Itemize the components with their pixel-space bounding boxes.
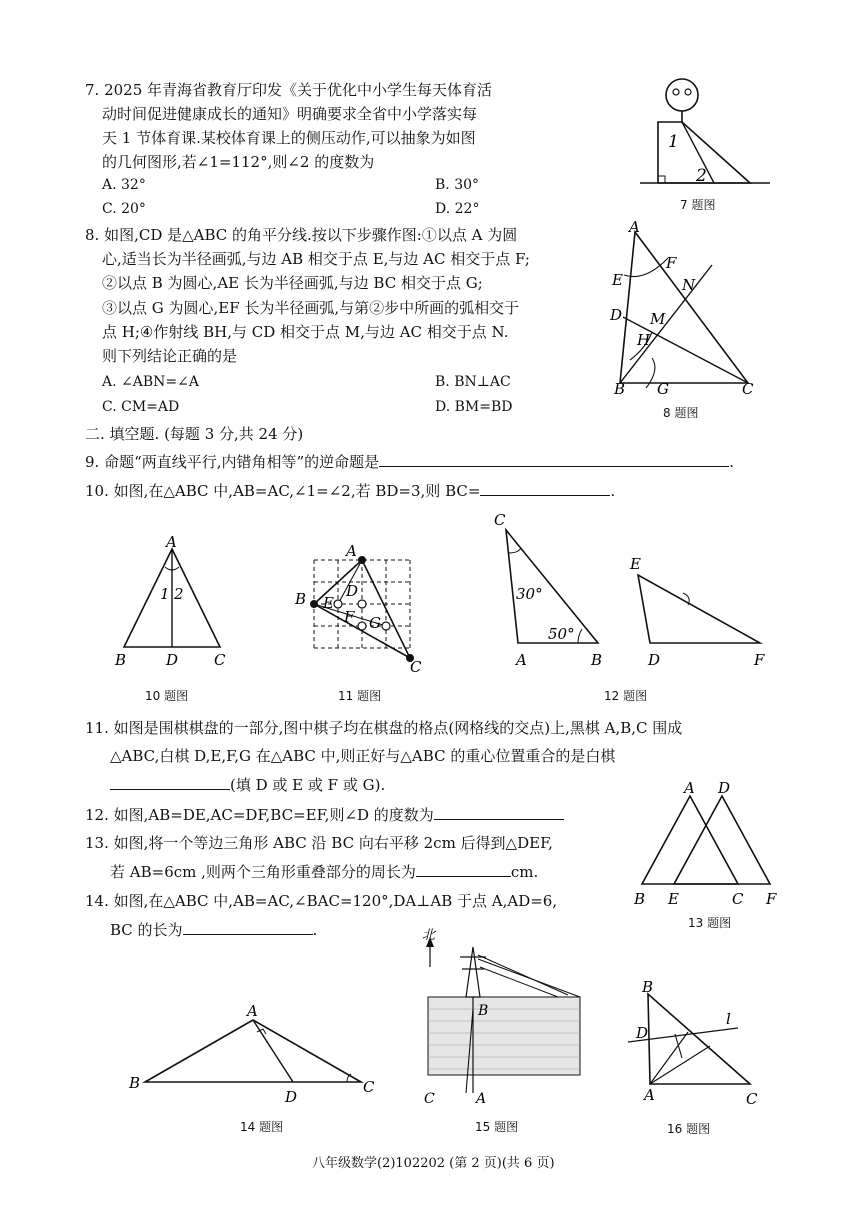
figure-13 — [630, 778, 790, 908]
fig16-label-d: D — [636, 1024, 649, 1042]
q13-answer-blank — [416, 862, 511, 877]
q11-line-2: △ABC,白棋 D,E,F,G 在△ABC 中,则正好与△ABC 的重心位置重合的是白棋 — [110, 747, 616, 765]
q8-option-a: A. ∠ABN=∠A — [102, 374, 199, 390]
fig8-label-e: E — [612, 271, 623, 289]
q8-option-b: B. BN⊥AC — [435, 374, 511, 390]
q10-answer-blank — [480, 481, 610, 496]
fig16-label-c: C — [746, 1090, 758, 1108]
q14-line-2: BC 的长为 . — [110, 921, 318, 939]
q13-line-1: 13. 如图,将一个等边三角形 ABC 沿 BC 向右平移 2cm 后得到△DEF, — [85, 834, 553, 852]
q7-option-d: D. 22° — [435, 201, 480, 217]
fig13-label-b: B — [634, 890, 646, 908]
fig8-label-h: H — [637, 331, 651, 349]
q8-line-5: 点 H;④作射线 BH,与 CD 相交于点 M,与边 AC 相交于点 N. — [102, 323, 509, 341]
q8-option-c: C. CM=AD — [102, 399, 180, 415]
q7-line-4: 的几何图形,若∠1=112°,则∠2 的度数为 — [102, 153, 375, 171]
fig8-label-d: D — [610, 306, 623, 324]
q13-unit: cm. — [510, 863, 539, 881]
q11-answer-blank — [110, 775, 230, 790]
q9-text: 9. 命题“两直线平行,内错角相等”的逆命题是 . — [85, 453, 734, 471]
q11-line-1: 11. 如图是围棋棋盘的一部分,图中棋子均在棋盘的格点(网格线的交点)上,黑棋 A,B,C 围成 — [85, 719, 683, 737]
figure-10 — [110, 535, 240, 675]
fig11-label-b: B — [295, 590, 307, 608]
fig12-label-c: C — [494, 511, 506, 529]
q7-line-2: 动时间促进健康成长的通知》明确要求全省中小学落实每 — [102, 105, 478, 123]
fig8-label-a: A — [629, 218, 640, 236]
fig8-label-c: C — [742, 380, 754, 398]
fig10-label-b: B — [115, 651, 127, 669]
fig12-label-d: D — [648, 651, 661, 669]
q8-line-1: 8. 如图,CD 是△ABC 的角平分线.按以下步骤作图:①以点 A 为圆 — [85, 226, 518, 244]
fig12-label-50: 50° — [548, 625, 575, 643]
fig12-label-b: B — [591, 651, 603, 669]
q7-option-a: A. 32° — [102, 177, 146, 193]
fig10-label-d: D — [166, 651, 179, 669]
q12-stem: 12. 如图,AB=DE,AC=DF,BC=EF,则∠D 的度数为 — [85, 806, 434, 824]
fig16-label-b: B — [642, 978, 654, 996]
fig16-caption: 16 题图 — [667, 1122, 711, 1136]
q12-answer-blank — [434, 805, 564, 820]
fig16-label-a: A — [644, 1086, 655, 1104]
fig14-label-d: D — [285, 1088, 298, 1106]
figure-16 — [620, 980, 770, 1110]
fig12-label-e: E — [630, 555, 641, 573]
fig8-label-f: F — [666, 254, 677, 272]
fig15-label-a: A — [476, 1091, 487, 1107]
q14-answer-blank — [183, 920, 313, 935]
fig15-caption: 15 题图 — [475, 1120, 519, 1134]
q9-stem: 9. 命题“两直线平行,内错角相等”的逆命题是 — [85, 453, 380, 471]
fig10-caption: 10 题图 — [145, 689, 189, 703]
q7-option-c: C. 20° — [102, 201, 146, 217]
fig15-label-b: B — [478, 1003, 489, 1019]
q7-line-1: 7. 2025 年青海省教育厅印发《关于优化中小学生每天体育活 — [85, 81, 493, 99]
figure-15 — [418, 925, 588, 1105]
q8-line-6: 则下列结论正确的是 — [102, 347, 238, 365]
fig8-label-b: B — [614, 380, 626, 398]
fig13-caption: 13 题图 — [688, 916, 732, 930]
fig10-label-c: C — [214, 651, 226, 669]
fig14-label-c: C — [363, 1078, 375, 1096]
q11-line-3 — [110, 775, 385, 795]
fig8-label-n: N — [682, 276, 696, 294]
figure-12 — [488, 505, 788, 675]
figure-7 — [630, 75, 770, 195]
q8-line-4: ③以点 G 为圆心,EF 长为半径画弧,与第②步中所画的弧相交于 — [102, 299, 520, 317]
q8-line-3: ②以点 B 为圆心,AE 长为半径画弧,与边 BC 相交于点 G; — [102, 274, 483, 292]
fig14-label-b: B — [129, 1074, 141, 1092]
fig11-label-e: E — [323, 594, 334, 612]
fig12-label-30: 30° — [516, 585, 543, 603]
q8-line-2: 心,适当长为半径画弧,与边 AB 相交于点 E,与边 AC 相交于点 F; — [102, 250, 530, 268]
section-2-heading: 二. 填空题. (每题 3 分,共 24 分) — [85, 425, 304, 443]
q14-line-1: 14. 如图,在△ABC 中,AB=AC,∠BAC=120°,DA⊥AB 于点 A,AD=6, — [85, 892, 558, 910]
fig13-label-d: D — [718, 779, 731, 797]
fig15-label-c: C — [424, 1091, 435, 1107]
fig11-caption: 11 题图 — [338, 689, 382, 703]
fig11-label-g: G — [369, 614, 381, 632]
fig10-label-2: 2 — [174, 585, 184, 603]
fig7-label-1: 1 — [668, 132, 679, 152]
figure-8 — [600, 220, 770, 400]
fig13-label-e: E — [668, 890, 679, 908]
fig14-caption: 14 题图 — [240, 1120, 284, 1134]
fig13-label-a: A — [684, 779, 695, 797]
fig7-caption: 7 题图 — [680, 198, 716, 212]
fig11-label-f: F — [344, 608, 355, 626]
fig10-label-a: A — [166, 533, 177, 551]
fig11-label-d: D — [346, 582, 359, 600]
q11-hint: (填 D 或 E 或 F 或 G). — [230, 776, 386, 794]
q8-option-d: D. BM=BD — [435, 399, 513, 415]
figure-14 — [125, 1000, 385, 1110]
fig12-label-a: A — [516, 651, 527, 669]
q13-stem: 若 AB=6cm ,则两个三角形重叠部分的周长为 — [110, 863, 416, 881]
fig8-label-g: G — [657, 380, 669, 398]
figure-11 — [290, 540, 430, 675]
q10-stem: 10. 如图,在△ABC 中,AB=AC,∠1=∠2,若 BD=3,则 BC= — [85, 482, 481, 500]
fig11-label-a: A — [346, 542, 357, 560]
fig13-label-f: F — [766, 890, 777, 908]
page-footer: 八年级数学(2)102202 (第 2 页)(共 6 页) — [312, 1156, 555, 1171]
fig11-label-c: C — [410, 658, 422, 676]
q7-option-b: B. 30° — [435, 177, 480, 193]
q9-answer-blank — [379, 452, 729, 467]
fig8-caption: 8 题图 — [663, 406, 699, 420]
fig12-caption: 12 题图 — [604, 689, 648, 703]
fig15-label-north: 北 — [422, 928, 436, 943]
fig7-label-2: 2 — [696, 166, 707, 186]
q12-text — [85, 805, 564, 825]
q10-text: 10. 如图,在△ABC 中,AB=AC,∠1=∠2,若 BD=3,则 BC= . — [85, 482, 616, 500]
fig12-label-f: F — [754, 651, 765, 669]
q13-line-2 — [110, 862, 538, 882]
fig14-label-a: A — [247, 1002, 258, 1020]
fig13-label-c: C — [732, 890, 744, 908]
fig10-label-1: 1 — [160, 585, 170, 603]
fig16-label-l: l — [726, 1010, 731, 1028]
fig8-label-m: M — [650, 310, 666, 328]
q7-line-3: 天 1 节体育课.某校体育课上的侧压动作,可以抽象为如图 — [102, 129, 476, 147]
q14-stem: BC 的长为 — [110, 921, 183, 939]
